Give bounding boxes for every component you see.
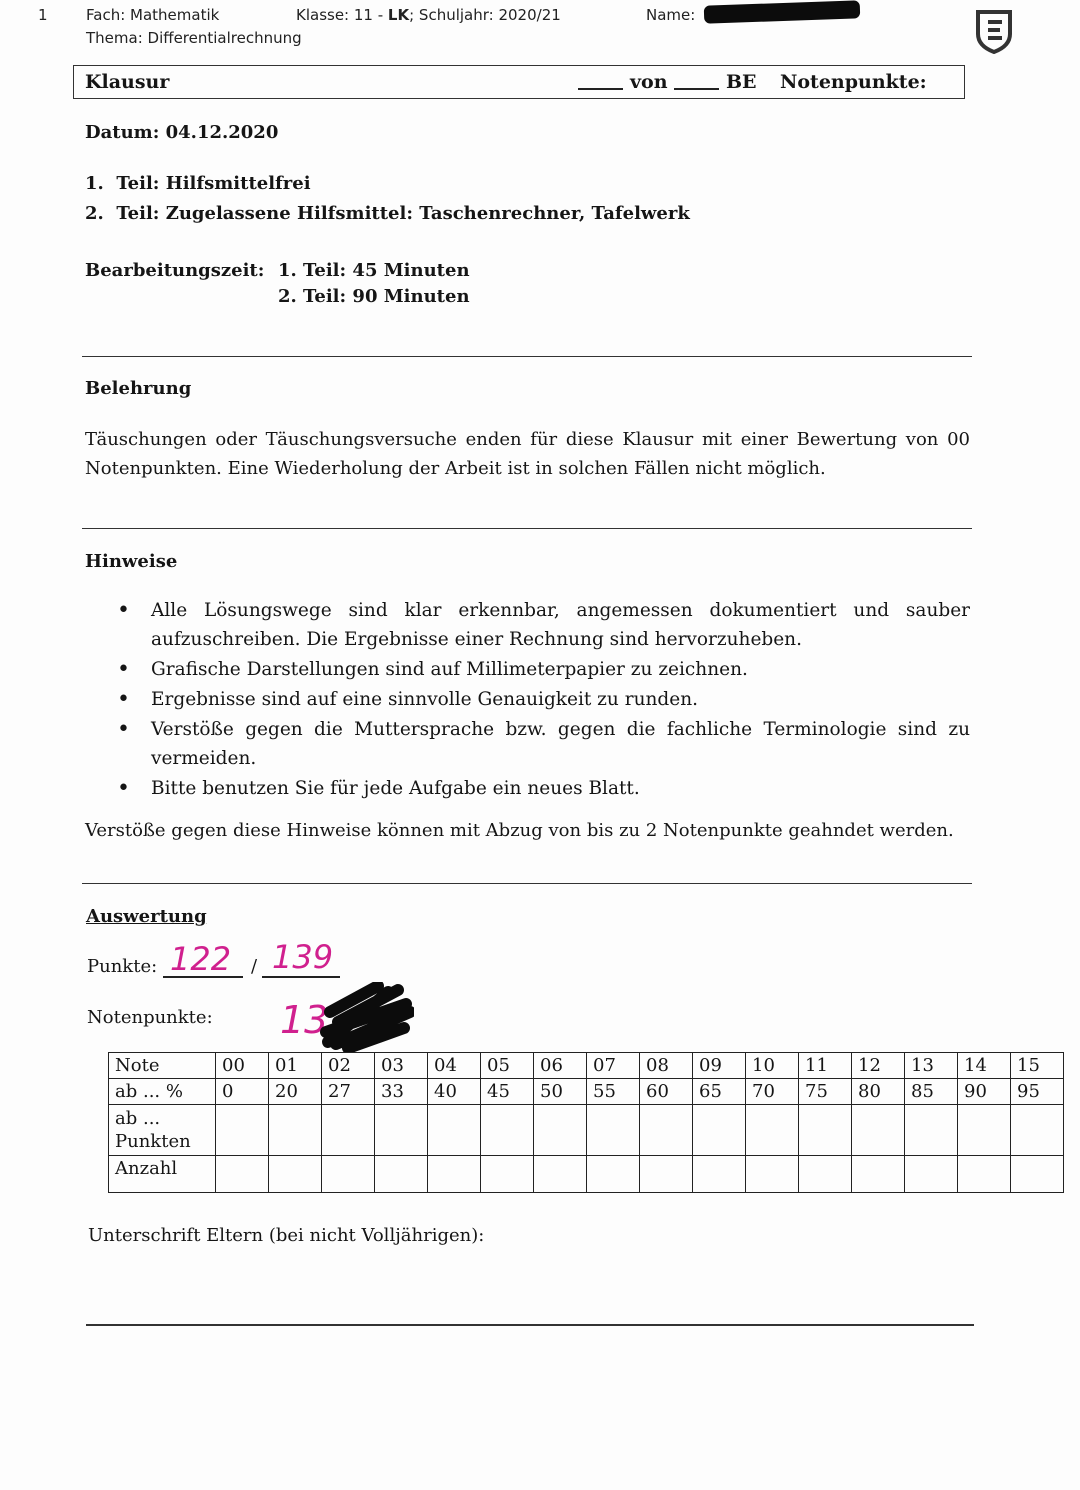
scribble-redaction [318, 982, 414, 1052]
row-label: ab ... % [109, 1079, 216, 1105]
list-item: • Grafische Darstellungen sind auf Millimeterpapier zu zeichnen. [85, 655, 970, 684]
part-1: 1. Teil: Hilfsmittelfrei [85, 173, 311, 194]
percent-cell: 45 [481, 1079, 534, 1105]
instruction-text: Täuschungen oder Täuschungsversuche enden für diese Klausur mit einer Bewertung von 00 Notenpunkten. Eine Wiederholung der Arbeit ist in solchen Fällen nicht möglich. [85, 429, 970, 479]
percent-cell: 20 [269, 1079, 322, 1105]
table-row [109, 1105, 1064, 1156]
percent-cell: 85 [905, 1079, 958, 1105]
table-row [109, 1156, 1064, 1193]
grade-cell: 07 [587, 1053, 640, 1079]
percent-cell: 65 [693, 1079, 746, 1105]
grade-cell: 08 [640, 1053, 693, 1079]
time-label: Bearbeitungszeit: [85, 260, 265, 281]
grade-points-handwritten: 13 [280, 998, 329, 1042]
signature-label: Unterschrift Eltern (bei nicht Volljährigen): [88, 1225, 485, 1246]
exam-info-box [73, 65, 965, 99]
points-blank [578, 88, 623, 90]
percent-cell: 33 [375, 1079, 428, 1105]
grade-table [108, 1052, 1064, 1193]
name-label: Name: [646, 6, 696, 24]
hints-list [85, 596, 970, 804]
von-label: von [630, 71, 668, 93]
divider [82, 883, 972, 884]
percent-cell: 95 [1011, 1079, 1064, 1105]
page-number: 1 [38, 6, 48, 24]
list-item: • Bitte benutzen Sie für jede Aufgabe ein neues Blatt. [85, 774, 970, 803]
table-row [109, 1053, 1064, 1079]
total-blank [674, 88, 719, 90]
time-part-1: 1. Teil: 45 Minuten [278, 260, 470, 281]
points-separator: / [251, 956, 258, 977]
grade-cell: 14 [958, 1053, 1011, 1079]
list-item: • Ergebnisse sind auf eine sinnvolle Genauigkeit zu runden. [85, 685, 970, 714]
grade-cell: 05 [481, 1053, 534, 1079]
grade-cell: 02 [322, 1053, 375, 1079]
grade-cell: 03 [375, 1053, 428, 1079]
be-label: BE [726, 71, 757, 93]
grade-cell: 01 [269, 1053, 322, 1079]
evaluation-heading: Auswertung [86, 906, 207, 927]
percent-cell: 40 [428, 1079, 481, 1105]
grade-cell: 10 [746, 1053, 799, 1079]
grade-cell: 15 [1011, 1053, 1064, 1079]
row-label: ab ... Punkten [109, 1105, 216, 1156]
exam-title: Klausur [85, 71, 170, 93]
hints-footer: Verstöße gegen diese Hinweise können mit Abzug von bis zu 2 Notenpunkte geahndet werden. [85, 820, 954, 841]
table-row [109, 1079, 1064, 1105]
list-item: • Verstöße gegen die Muttersprache bzw. gegen die fachliche Terminologie sind zu vermeiden. [85, 715, 970, 773]
grade-cell: 09 [693, 1053, 746, 1079]
grade-cell: 04 [428, 1053, 481, 1079]
grade-cell: 13 [905, 1053, 958, 1079]
subject-label: Fach: Mathematik [86, 6, 220, 24]
time-part-2: 2. Teil: 90 Minuten [278, 286, 470, 307]
grade-cell: 06 [534, 1053, 587, 1079]
percent-cell: 80 [852, 1079, 905, 1105]
name-redaction [704, 0, 861, 23]
exam-date: Datum: 04.12.2020 [85, 122, 279, 143]
percent-cell: 50 [534, 1079, 587, 1105]
row-label: Anzahl [109, 1156, 216, 1193]
box-grade-points-label: Notenpunkte: [780, 71, 927, 93]
percent-cell: 70 [746, 1079, 799, 1105]
instruction-heading: Belehrung [85, 378, 192, 399]
grade-cell: 12 [852, 1053, 905, 1079]
points-label: Punkte: [87, 956, 158, 977]
points-achieved: 122 [170, 940, 232, 978]
percent-cell: 55 [587, 1079, 640, 1105]
part-2: 2. Teil: Zugelassene Hilfsmittel: Taschenrechner, Tafelwerk [85, 203, 690, 224]
list-item: • Alle Lösungswege sind klar erkennbar, angemessen dokumentiert und sauber aufzuschreiben. Die Ergebnisse einer Rechnung sind hervorzuheben. [85, 596, 970, 654]
grade-cell: 11 [799, 1053, 852, 1079]
class-year-label: Klasse: 11 - LK; Schuljahr: 2020/21 [296, 6, 561, 24]
percent-cell: 0 [216, 1079, 269, 1105]
row-label: Note [109, 1053, 216, 1079]
points-total: 139 [272, 938, 334, 976]
percent-cell: 60 [640, 1079, 693, 1105]
divider [82, 356, 972, 357]
percent-cell: 75 [799, 1079, 852, 1105]
percent-cell: 90 [958, 1079, 1011, 1105]
grade-cell: 00 [216, 1053, 269, 1079]
topic-label: Thema: Differentialrechnung [86, 29, 302, 47]
hints-heading: Hinweise [85, 551, 178, 572]
percent-cell: 27 [322, 1079, 375, 1105]
divider [82, 528, 972, 529]
total-underline [262, 976, 340, 978]
grade-points-label: Notenpunkte: [87, 1007, 213, 1028]
signature-line [86, 1324, 974, 1326]
school-logo-icon [974, 8, 1014, 54]
